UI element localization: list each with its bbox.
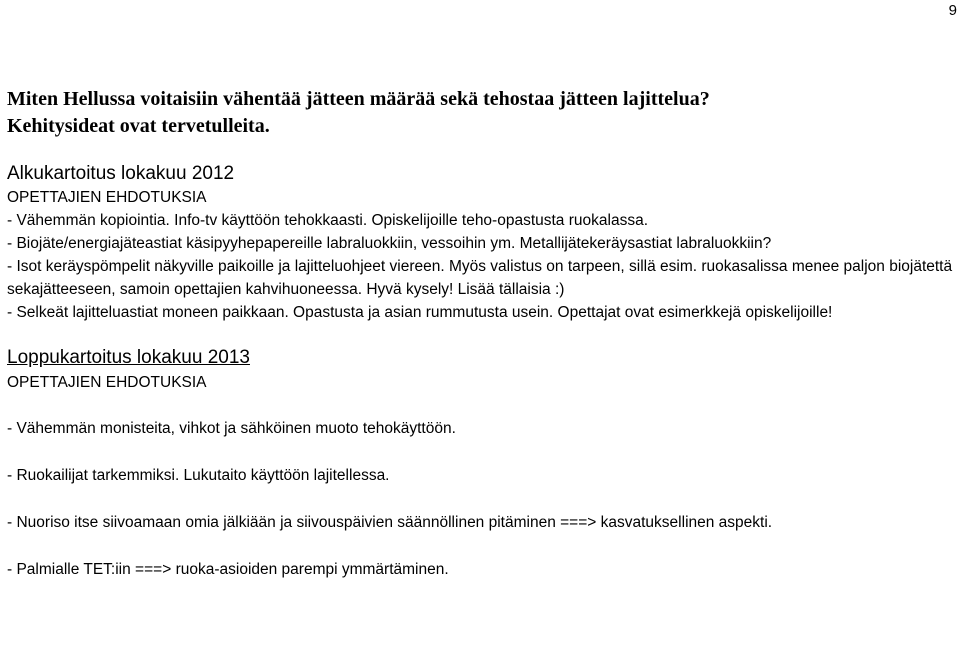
document-body	[7, 86, 957, 582]
section2-item: - Ruokailijat tarkemmiksi. Lukutaito käyttöön lajitellessa.	[7, 467, 390, 484]
section2-item: - Nuoriso itse siivoamaan omia jälkiään ja siivouspäivien säännöllinen pitäminen ===> kasvatuksellinen aspekti.	[7, 514, 773, 531]
section2-title: Loppukartoitus lokakuu 2013	[7, 347, 250, 368]
section1-line: - Isot keräyspömpelit näkyville paikoille ja lajitteluohjeet viereen. Myös valistus on tarpeen, sillä esim. ruokasalissa menee paljon biojätettä sekajätteeseen, samoin opettajien kahvihuoneessa. Hyvä kysely! Lisää tällaisia :)	[7, 258, 953, 298]
section1-subtitle: OPETTAJIEN EHDOTUKSIA	[7, 189, 207, 206]
section1-line: - Selkeät lajitteluastiat moneen paikkaan. Opastusta ja asian rummutusta usein. Opettajat ovat esimerkkejä opiskelijoille!	[7, 304, 833, 321]
spacer	[7, 394, 957, 417]
question-heading	[7, 86, 957, 140]
section1-line: - Vähemmän kopiointia. Info-tv käyttöön tehokkaasti. Opiskelijoille teho-opastusta ruokalassa.	[7, 212, 649, 229]
section1-title: Alkukartoitus lokakuu 2012	[7, 163, 235, 184]
section1-line: - Biojäte/energiajäteastiat käsipyyhepapereille labraluokkiin, vessoihin ym. Metallijätekeräysastiat labraluokkiin?	[7, 235, 772, 252]
section2-item: - Palmialle TET:iin ===> ruoka-asioiden parempi ymmärtäminen.	[7, 561, 449, 578]
section2-item: - Vähemmän monisteita, vihkot ja sähköinen muoto tehokäyttöön.	[7, 420, 456, 437]
page-number: 9	[948, 2, 957, 19]
question-line-2: Kehitysideat ovat tervetulleita.	[7, 115, 270, 137]
section2-subtitle: OPETTAJIEN EHDOTUKSIA	[7, 374, 207, 391]
question-line-1: Miten Hellussa voitaisiin vähentää jätteen määrää sekä tehostaa jätteen lajittelua?	[7, 88, 710, 110]
section-final-survey	[7, 346, 957, 582]
section-initial-survey	[7, 162, 957, 324]
